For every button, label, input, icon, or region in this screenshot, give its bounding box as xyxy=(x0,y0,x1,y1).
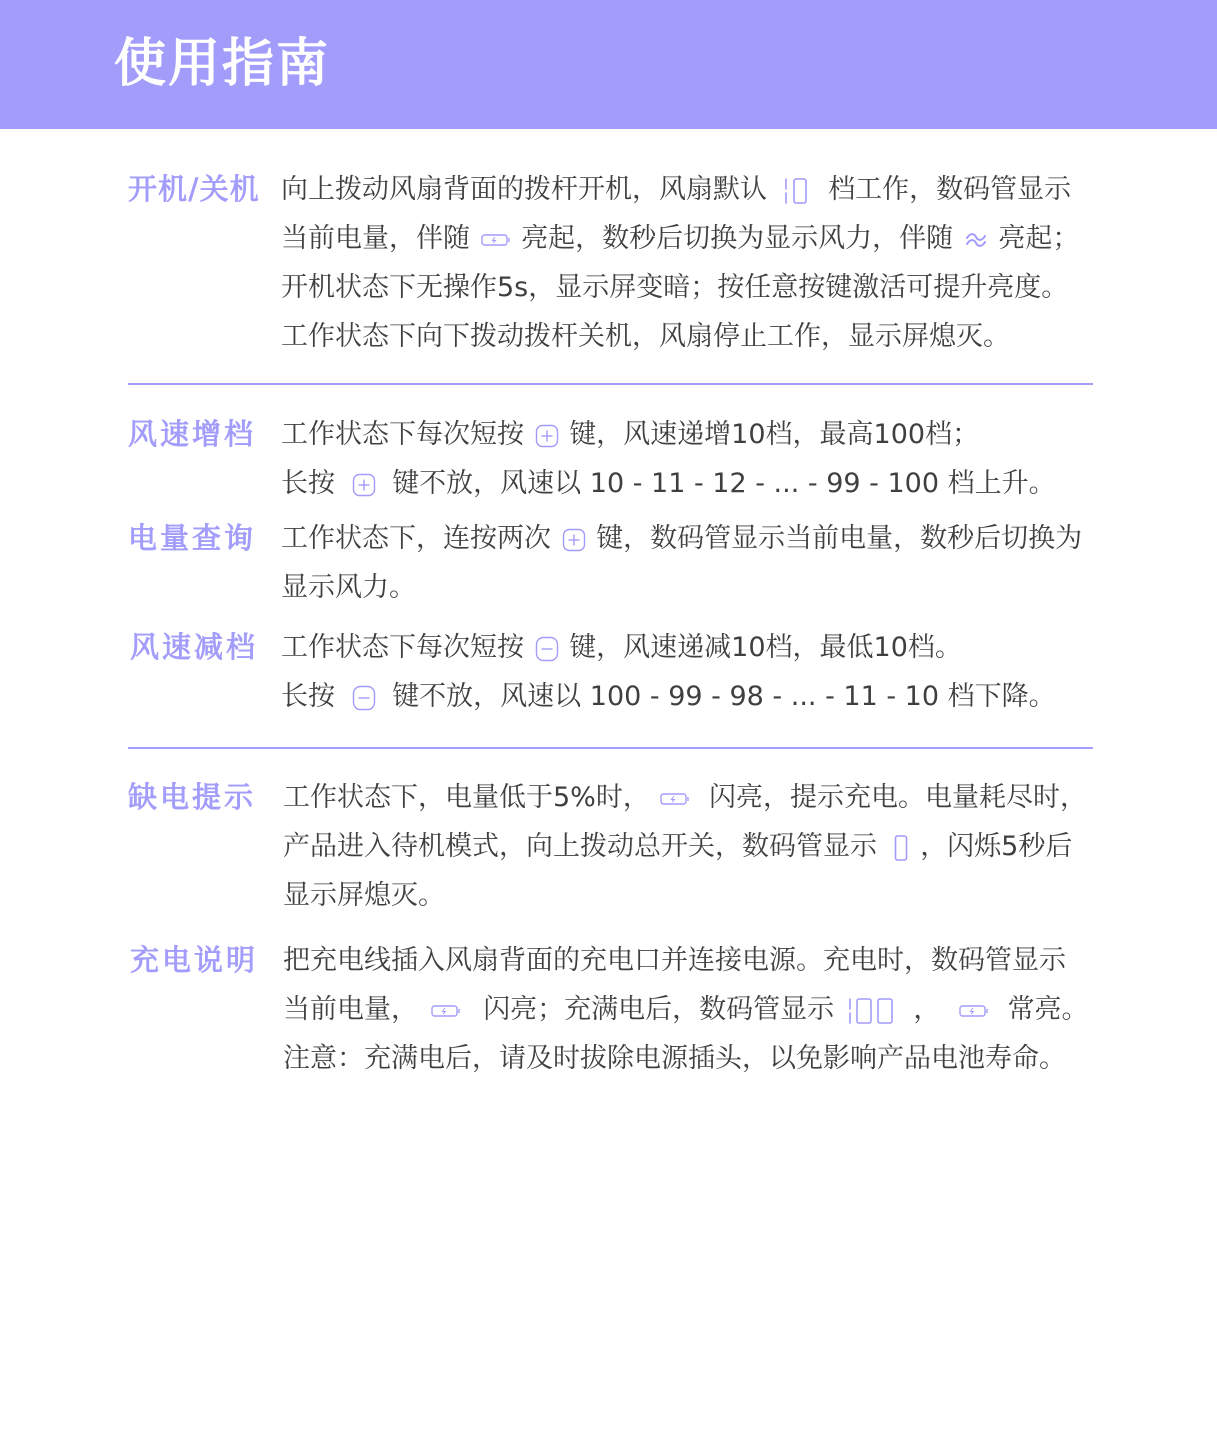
text-segment: 键，数码管显示当前电量，数秒后切换为 xyxy=(596,523,1083,554)
text-segment: 向上拨动风扇背面的拨杆开机，风扇默认 xyxy=(281,174,767,205)
divider xyxy=(128,747,1093,749)
text-segment: 工作状态下每次短按 xyxy=(281,632,524,663)
digit-display-icon xyxy=(782,176,810,206)
text-line: 显示风力。 xyxy=(281,572,416,603)
section-label: 开机/关机 xyxy=(128,172,260,206)
text-line: 开机状态下无操作5s，显示屏变暗；按任意按键激活可提升亮度。 xyxy=(281,272,1069,303)
text-line xyxy=(283,822,1098,871)
fan-wind-icon xyxy=(964,228,988,252)
text-line xyxy=(281,514,1096,563)
text-line: 注意：充满电后，请及时拔除电源插头，以免影响产品电池寿命。 xyxy=(283,1043,1066,1074)
text-segment: ， xyxy=(913,994,941,1025)
text-segment: 亮起，数秒后切换为显示风力，伴随 xyxy=(521,223,954,254)
divider xyxy=(128,383,1093,385)
section-body xyxy=(281,410,1096,508)
section-label: 充电说明 xyxy=(130,943,259,977)
battery-icon xyxy=(431,1004,461,1018)
digit-display-icon xyxy=(847,996,897,1026)
text-segment: 键，风速递减10档，最低10档。 xyxy=(569,632,962,663)
text-segment: 亮起； xyxy=(998,223,1080,254)
plus-key-icon xyxy=(352,473,376,497)
text-segment: 键不放，风速以 10 - 11 - 12 - ... - 99 - 100 档上升。 xyxy=(392,468,1056,499)
text-segment: 键不放，风速以 100 - 99 - 98 - ... - 11 - 10 档下降。 xyxy=(392,681,1056,712)
section-body xyxy=(283,773,1098,920)
section-body xyxy=(281,623,1096,721)
text-segment: 常亮。 xyxy=(1007,994,1089,1025)
plus-key-icon xyxy=(562,528,586,552)
text-segment: 工作状态下每次短按 xyxy=(281,419,524,450)
section-body xyxy=(283,936,1098,1083)
text-segment: 键，风速递增10档，最高100档； xyxy=(569,419,980,450)
text-line xyxy=(281,214,1096,263)
text-line xyxy=(281,410,1096,459)
text-line xyxy=(281,623,1096,672)
minus-key-icon xyxy=(535,636,559,662)
section-body xyxy=(281,165,1096,361)
text-segment: 档工作，数码管显示 xyxy=(828,174,1072,205)
text-line: 显示屏熄灭。 xyxy=(283,880,445,911)
text-segment: 产品进入待机模式，向上拨动总开关，数码管显示 xyxy=(283,831,877,862)
section-label: 风速减档 xyxy=(130,630,259,664)
text-line: 把充电线插入风扇背面的充电口并连接电源。充电时，数码管显示 xyxy=(283,945,1066,976)
page-title: 使用指南 xyxy=(114,34,331,94)
text-segment: 当前电量，伴随 xyxy=(281,223,470,254)
section-label: 风速增档 xyxy=(128,417,257,451)
plus-key-icon xyxy=(535,424,559,448)
text-segment: 长按 xyxy=(281,681,335,712)
text-line xyxy=(283,773,1098,822)
text-line xyxy=(283,985,1098,1034)
battery-icon xyxy=(959,1004,989,1018)
text-segment: 工作状态下，电量低于5%时， xyxy=(283,782,650,813)
text-segment: 当前电量， xyxy=(283,994,418,1025)
digit-display-icon xyxy=(894,833,908,863)
text-segment: ，闪烁5秒后 xyxy=(920,831,1073,862)
text-segment: 工作状态下，连按两次 xyxy=(281,523,551,554)
section-body xyxy=(281,514,1096,612)
page-header xyxy=(0,0,1217,129)
text-segment: 闪亮，提示充电。电量耗尽时， xyxy=(709,782,1088,813)
text-segment: 长按 xyxy=(281,468,335,499)
text-line xyxy=(281,459,1096,508)
section-label: 电量查询 xyxy=(128,521,257,555)
battery-icon xyxy=(660,792,690,806)
text-segment: 闪亮；充满电后，数码管显示 xyxy=(483,994,835,1025)
text-line: 工作状态下向下拨动拨杆关机，风扇停止工作，显示屏熄灭。 xyxy=(281,321,1010,352)
text-line xyxy=(281,165,1096,214)
text-line xyxy=(281,672,1096,721)
section-label: 缺电提示 xyxy=(128,780,257,814)
battery-icon xyxy=(481,233,511,247)
minus-key-icon xyxy=(352,685,376,711)
